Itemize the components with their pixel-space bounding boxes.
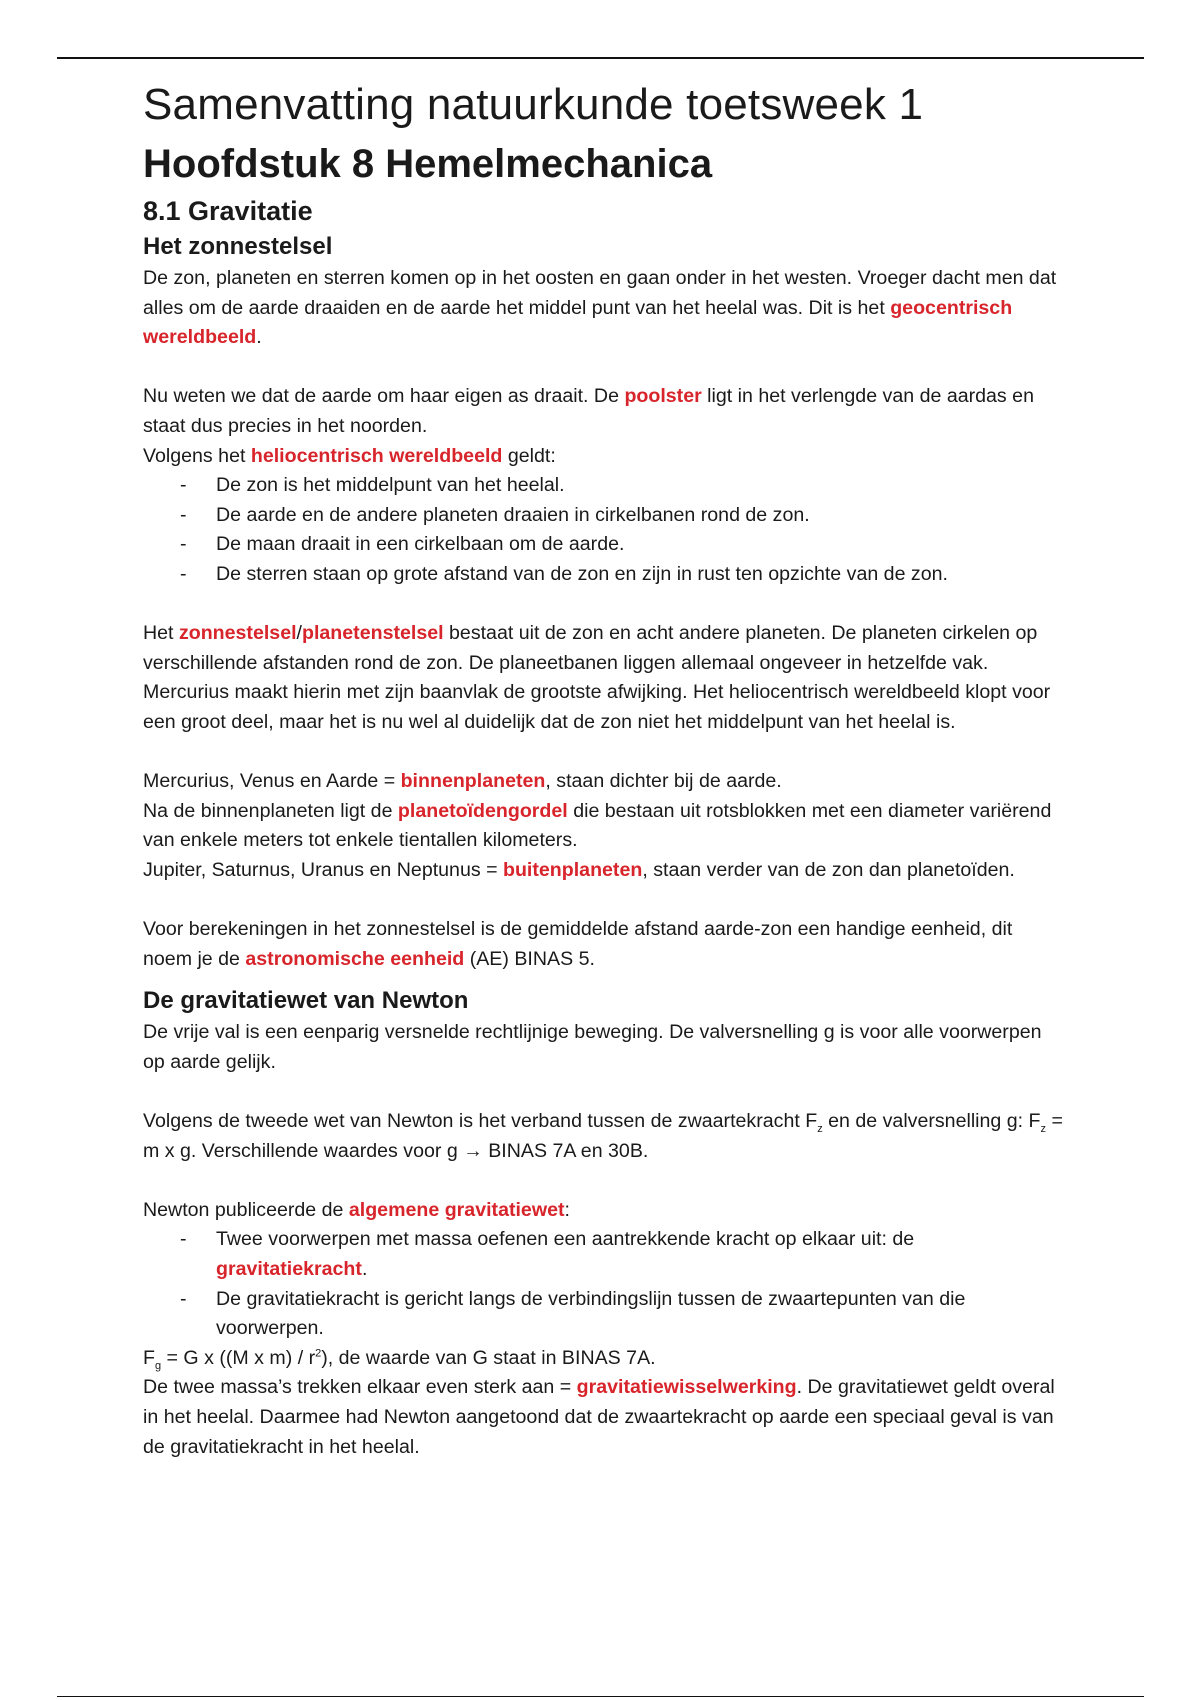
text-span: ), de waarde van G staat in BINAS 7A. [321,1346,656,1369]
spacer [143,590,1063,620]
list-item: - De aarde en de andere planeten draaien in cirkelbanen rond de zon. [216,501,1063,531]
text-span: (AE) BINAS 5. [464,947,595,970]
paragraph-binnenplaneten [143,767,1063,797]
term-geocentrisch-wereldbeeld: geocentrisch wereldbeeld [143,296,1013,349]
subscript: z [817,1122,823,1135]
text-span: , staan dichter bij de aarde. [545,770,782,793]
paragraph-gravitatiewisselwerking [143,1373,1063,1462]
term-zonnestelsel: zonnestelsel [178,622,297,645]
paragraph-geocentrisch [143,264,1063,353]
text-span: . De gravitatiewet geldt overal in het heelal. Daarmee had Newton aangetoond dat de zwaartekracht op aarde een speciaal geval is van de gravitatiekracht in het heelal. [143,1376,1055,1458]
text-span: . [256,326,262,349]
footer-rule [57,1696,1144,1697]
text-span: = m x g. Verschillende waardes voor g [143,1110,1063,1162]
text-span: / [296,622,302,645]
text-span: . [361,1258,368,1280]
text-span: Na de binnenplaneten ligt de [143,799,398,822]
paragraph-astronomische-eenheid [143,915,1063,974]
list-item: - De gravitatiekracht is gericht langs de verbindingslijn tussen de zwaartepunten van die voorwerpen. [216,1285,1063,1344]
text-span: = G x ((M x m) / r [161,1346,316,1369]
text-span: : [564,1198,570,1221]
text-span: Het [143,622,179,645]
term-buitenplaneten: buitenplaneten [502,858,643,881]
subscript: g [154,1359,162,1372]
text-span: geldt: [502,444,556,467]
text-span: Mercurius, Venus en Aarde = [143,770,401,793]
text-span: , staan verder van de zon dan planetoïden. [642,858,1015,881]
superscript: 2 [315,1347,322,1360]
term-planetenstelsel: planetenstelsel [302,622,444,645]
gravitatiewet-list [143,1225,1063,1343]
paragraph-vrije-val: De vrije val is een eenparig versnelde rechtlijnige beweging. De valversnelling g is voor alle voorwerpen op aarde gelijk. [143,1021,1042,1073]
text-span: Newton publiceerde de [143,1198,349,1221]
paragraph-planetoidengordel [143,797,1063,856]
text-span: Twee voorwerpen met massa oefenen een aantrekkende kracht op elkaar uit: de [216,1228,915,1251]
term-gravitatiewisselwerking: gravitatiewisselwerking [576,1376,797,1399]
list-item: - De sterren staan op grote afstand van de zon en zijn in rust ten opzichte van de zon. [216,560,1063,590]
list-item [216,1225,1063,1284]
arrow-right-icon: → [463,1139,483,1162]
spacer [143,353,1063,383]
text-span: De zon, planeten en sterren komen op in het oosten en gaan onder in het westen. Vroeger dacht men dat alles om de aarde draaiden en de aarde het middel punt van het heelal was. Dit is het [143,267,1057,319]
section-title: 8.1 Gravitatie [143,196,313,226]
spacer [143,738,1063,768]
spacer [143,885,1063,915]
spacer [143,1166,1063,1196]
subheading-gravitatiewet: De gravitatiewet van Newton [143,987,469,1015]
paragraph-poolster [143,382,1063,441]
term-planetoidengordel: planetoïdengordel [397,799,568,822]
text-span: bestaat uit de zon en acht andere planeten. De planeten cirkelen op verschillende afstanden rond de zon. De planeetbanen liggen allemaal ongeveer in hetzelfde vak. Mercurius maakt hierin met zijn baanvlak de grootste afwijking. Het heliocentrisch wereldbeeld klopt voor een groot deel, maar het is nu wel al duidelijk dat de zon niet het middelpunt van het heelal is. [143,622,1051,733]
list-item: - De zon is het middelpunt van het heelal. [216,471,1063,501]
term-astronomische-eenheid: astronomische eenheid [245,947,465,970]
paragraph-buitenplaneten [143,856,1063,886]
text-span: Volgens het [143,444,251,467]
document-title: Samenvatting natuurkunde toetsweek 1 [143,80,924,129]
term-heliocentrisch-wereldbeeld: heliocentrisch wereldbeeld [250,444,503,467]
heliocentrisch-list [143,471,1063,589]
text-span: Jupiter, Saturnus, Uranus en Neptunus = [143,858,503,881]
text-span: en de valversnelling g: F [822,1110,1041,1133]
term-binnenplaneten: binnenplaneten [400,770,546,793]
document-page [143,74,1063,1462]
term-gravitatiekracht: gravitatiekracht [216,1258,362,1280]
text-span: De twee massa’s trekken elkaar even sterk aan = [143,1376,577,1399]
chapter-title: Hoofdstuk 8 Hemelmechanica [143,142,713,186]
term-poolster: poolster [624,385,702,408]
paragraph-planetenstelsel [143,619,1063,737]
text-span: Volgens de tweede wet van Newton is het verband tussen de zwaartekracht F [143,1110,818,1133]
formula-gravitatiekracht [143,1344,1063,1374]
paragraph-heliocentrisch [143,442,1063,472]
paragraph-tweede-wet [143,1107,1063,1166]
text-span: Nu weten we dat de aarde om haar eigen as draait. De [143,385,625,408]
term-algemene-gravitatiewet: algemene gravitatiewet [348,1198,565,1221]
text-span: BINAS 7A en 30B. [482,1139,649,1162]
text-span: ligt in het verlengde van de aardas en staat dus precies in het noorden. [143,385,1034,437]
spacer [143,1077,1063,1107]
text-span: F [143,1346,155,1369]
text-span: die bestaan uit rotsblokken met een diameter variërend van enkele meters tot enkele tientallen kilometers. [143,799,1052,852]
header-rule [57,57,1144,59]
subheading-zonnestelsel: Het zonnestelsel [143,233,333,260]
paragraph-algemene-gravitatiewet [143,1196,1063,1226]
list-item: - De maan draait in een cirkelbaan om de aarde. [216,530,1063,560]
subscript: z [1040,1122,1047,1135]
text-span: Voor berekeningen in het zonnestelsel is de gemiddelde afstand aarde-zon een handige eenheid, dit noem je de [143,918,1013,970]
